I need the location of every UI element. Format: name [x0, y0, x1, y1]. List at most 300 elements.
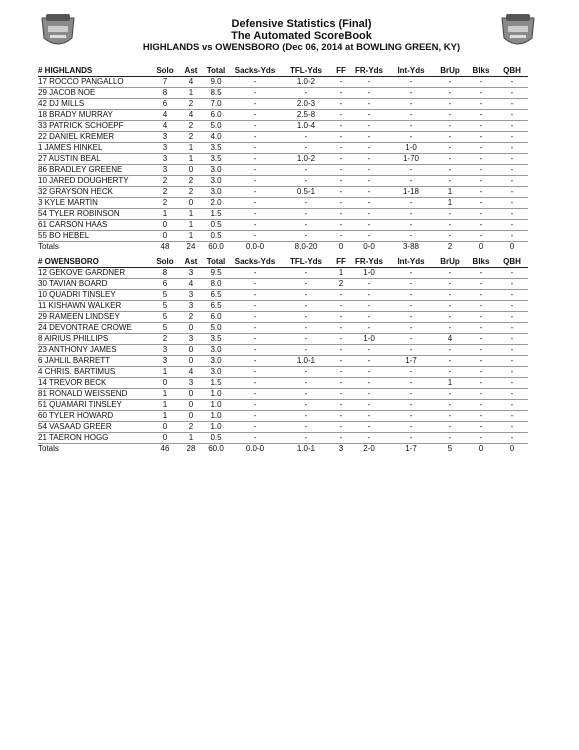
- cell-ast: 0: [180, 323, 202, 334]
- cell-ff: -: [332, 378, 350, 389]
- cell-ff: -: [332, 400, 350, 411]
- table-row: [38, 334, 528, 345]
- cell-ff: 1: [332, 268, 350, 279]
- cell-qbh: 0: [496, 444, 528, 455]
- cell-qbh: -: [496, 198, 528, 209]
- cell-brup: -: [434, 143, 466, 154]
- cell-brup: 1: [434, 198, 466, 209]
- cell-ff: -: [332, 290, 350, 301]
- cell-brup: -: [434, 121, 466, 132]
- cell-blks: -: [466, 99, 496, 110]
- column-header-ff: FF: [332, 66, 350, 77]
- cell-tfl-yds: -: [280, 389, 332, 400]
- cell-player-name: 3 KYLE MARTIN: [38, 198, 150, 209]
- cell-tfl-yds: -: [280, 323, 332, 334]
- cell-player-name: 8 AIRIUS PHILLIPS: [38, 334, 150, 345]
- cell-sacks-yds: 0.0-0: [230, 242, 280, 253]
- cell-ff: -: [332, 110, 350, 121]
- cell-ff: -: [332, 301, 350, 312]
- cell-ff: -: [332, 176, 350, 187]
- cell-tfl-yds: -: [280, 268, 332, 279]
- cell-solo: 3: [150, 165, 180, 176]
- cell-brup: -: [434, 154, 466, 165]
- cell-tfl-yds: 1.0-2: [280, 154, 332, 165]
- cell-brup: -: [434, 132, 466, 143]
- cell-fr-yds: -: [350, 356, 388, 367]
- stats-table-owensboro: [38, 257, 528, 454]
- cell-sacks-yds: 0.0-0: [230, 444, 280, 455]
- cell-int-yds: -: [388, 323, 434, 334]
- cell-sacks-yds: -: [230, 220, 280, 231]
- cell-sacks-yds: -: [230, 77, 280, 88]
- cell-player-name: 10 QUADRI TINSLEY: [38, 290, 150, 301]
- cell-blks: -: [466, 378, 496, 389]
- table-row: [38, 209, 528, 220]
- cell-qbh: -: [496, 88, 528, 99]
- cell-int-yds: -: [388, 198, 434, 209]
- cell-solo: 3: [150, 132, 180, 143]
- cell-fr-yds: -: [350, 110, 388, 121]
- table-row: [38, 301, 528, 312]
- cell-player-name: 21 TAERON HOGG: [38, 433, 150, 444]
- cell-solo: 3: [150, 345, 180, 356]
- cell-ff: 0: [332, 242, 350, 253]
- totals-row: [38, 242, 528, 253]
- cell-solo: 2: [150, 187, 180, 198]
- cell-total: 1.0: [202, 411, 230, 422]
- cell-player-name: Totals: [38, 242, 150, 253]
- cell-blks: -: [466, 154, 496, 165]
- cell-brup: -: [434, 422, 466, 433]
- cell-blks: -: [466, 334, 496, 345]
- cell-brup: -: [434, 290, 466, 301]
- cell-sacks-yds: -: [230, 99, 280, 110]
- cell-sacks-yds: -: [230, 356, 280, 367]
- cell-player-name: 86 BRADLEY GREENE: [38, 165, 150, 176]
- cell-blks: -: [466, 367, 496, 378]
- column-header-blks: Blks: [466, 257, 496, 268]
- column-header-qbh: QBH: [496, 257, 528, 268]
- cell-player-name: 61 CARSON HAAS: [38, 220, 150, 231]
- cell-blks: -: [466, 345, 496, 356]
- cell-total: 3.0: [202, 165, 230, 176]
- table-row: [38, 400, 528, 411]
- column-header-tfl-yds: TFL-Yds: [280, 66, 332, 77]
- cell-player-name: 6 JAHLIL BARRETT: [38, 356, 150, 367]
- cell-total: 1.0: [202, 389, 230, 400]
- cell-player-name: 29 RAMEEN LINDSEY: [38, 312, 150, 323]
- cell-sacks-yds: -: [230, 132, 280, 143]
- cell-tfl-yds: 1.0-1: [280, 444, 332, 455]
- cell-ast: 1: [180, 220, 202, 231]
- table-row: [38, 367, 528, 378]
- cell-int-yds: -: [388, 132, 434, 143]
- cell-solo: 46: [150, 444, 180, 455]
- cell-brup: 2: [434, 242, 466, 253]
- cell-qbh: -: [496, 345, 528, 356]
- column-header-blks: Blks: [466, 66, 496, 77]
- cell-player-name: 54 TYLER ROBINSON: [38, 209, 150, 220]
- cell-brup: -: [434, 165, 466, 176]
- cell-sacks-yds: -: [230, 411, 280, 422]
- cell-qbh: 0: [496, 242, 528, 253]
- cell-ast: 3: [180, 290, 202, 301]
- cell-solo: 1: [150, 400, 180, 411]
- cell-total: 0.5: [202, 220, 230, 231]
- cell-ast: 2: [180, 422, 202, 433]
- cell-blks: -: [466, 290, 496, 301]
- cell-int-yds: 3-88: [388, 242, 434, 253]
- cell-blks: -: [466, 389, 496, 400]
- cell-qbh: -: [496, 143, 528, 154]
- cell-ast: 0: [180, 400, 202, 411]
- totals-row: [38, 444, 528, 455]
- cell-blks: -: [466, 220, 496, 231]
- cell-ast: 2: [180, 121, 202, 132]
- cell-brup: -: [434, 411, 466, 422]
- cell-total: 9.0: [202, 77, 230, 88]
- cell-total: 5.0: [202, 121, 230, 132]
- cell-tfl-yds: -: [280, 345, 332, 356]
- report-title: Defensive Statistics (Final): [231, 18, 372, 30]
- cell-ast: 3: [180, 268, 202, 279]
- cell-player-name: 60 TYLER HOWARD: [38, 411, 150, 422]
- cell-ff: 3: [332, 444, 350, 455]
- cell-player-name: 1 JAMES HINKEL: [38, 143, 150, 154]
- cell-blks: -: [466, 88, 496, 99]
- cell-player-name: 11 KISHAWN WALKER: [38, 301, 150, 312]
- cell-int-yds: -: [388, 334, 434, 345]
- cell-ff: -: [332, 88, 350, 99]
- table-row: [38, 220, 528, 231]
- cell-solo: 1: [150, 209, 180, 220]
- column-header-brup: BrUp: [434, 66, 466, 77]
- cell-brup: -: [434, 99, 466, 110]
- cell-tfl-yds: -: [280, 422, 332, 433]
- cell-brup: -: [434, 268, 466, 279]
- cell-tfl-yds: 2.5-8: [280, 110, 332, 121]
- column-header-total: Total: [202, 66, 230, 77]
- cell-brup: 4: [434, 334, 466, 345]
- cell-player-name: 54 VASAAD GREER: [38, 422, 150, 433]
- cell-sacks-yds: -: [230, 268, 280, 279]
- cell-int-yds: -: [388, 301, 434, 312]
- cell-fr-yds: 1-0: [350, 268, 388, 279]
- cell-total: 1.0: [202, 400, 230, 411]
- table-row: [38, 422, 528, 433]
- cell-int-yds: -: [388, 176, 434, 187]
- cell-brup: -: [434, 110, 466, 121]
- cell-blks: -: [466, 165, 496, 176]
- cell-blks: -: [466, 279, 496, 290]
- cell-int-yds: 1-0: [388, 143, 434, 154]
- cell-qbh: -: [496, 268, 528, 279]
- cell-total: 6.0: [202, 110, 230, 121]
- cell-total: 6.0: [202, 312, 230, 323]
- cell-fr-yds: -: [350, 422, 388, 433]
- cell-ff: -: [332, 231, 350, 242]
- cell-player-name: 55 BO HEBEL: [38, 231, 150, 242]
- cell-solo: 4: [150, 110, 180, 121]
- cell-qbh: -: [496, 121, 528, 132]
- table-row: [38, 290, 528, 301]
- cell-player-name: 12 GEKOVE GARDNER: [38, 268, 150, 279]
- cell-sacks-yds: -: [230, 400, 280, 411]
- cell-qbh: -: [496, 99, 528, 110]
- cell-qbh: -: [496, 422, 528, 433]
- cell-solo: 0: [150, 433, 180, 444]
- cell-blks: -: [466, 121, 496, 132]
- cell-sacks-yds: -: [230, 301, 280, 312]
- cell-ast: 0: [180, 198, 202, 209]
- cell-ff: -: [332, 198, 350, 209]
- cell-ast: 0: [180, 165, 202, 176]
- cell-qbh: -: [496, 312, 528, 323]
- cell-solo: 0: [150, 220, 180, 231]
- cell-ff: -: [332, 121, 350, 132]
- cell-ff: -: [332, 132, 350, 143]
- cell-player-name: 24 DEVONTRAE CROWE: [38, 323, 150, 334]
- cell-tfl-yds: -: [280, 400, 332, 411]
- cell-brup: 5: [434, 444, 466, 455]
- cell-blks: 0: [466, 444, 496, 455]
- stats-table-highlands: [38, 66, 528, 252]
- column-header-brup: BrUp: [434, 257, 466, 268]
- cell-fr-yds: 0-0: [350, 242, 388, 253]
- cell-brup: -: [434, 356, 466, 367]
- cell-ast: 1: [180, 88, 202, 99]
- cell-fr-yds: -: [350, 187, 388, 198]
- cell-total: 7.0: [202, 99, 230, 110]
- cell-qbh: -: [496, 132, 528, 143]
- cell-total: 8.0: [202, 279, 230, 290]
- cell-solo: 48: [150, 242, 180, 253]
- report-subtitle: The Automated ScoreBook: [231, 30, 372, 42]
- column-header-solo: Solo: [150, 257, 180, 268]
- cell-fr-yds: -: [350, 165, 388, 176]
- cell-player-name: Totals: [38, 444, 150, 455]
- cell-ast: 1: [180, 143, 202, 154]
- cell-total: 3.0: [202, 367, 230, 378]
- cell-ast: 2: [180, 132, 202, 143]
- cell-blks: -: [466, 187, 496, 198]
- cell-ff: -: [332, 220, 350, 231]
- cell-ff: -: [332, 312, 350, 323]
- cell-ff: -: [332, 77, 350, 88]
- cell-qbh: -: [496, 220, 528, 231]
- cell-player-name: 81 RONALD WEISSEND: [38, 389, 150, 400]
- cell-solo: 6: [150, 99, 180, 110]
- cell-ast: 1: [180, 209, 202, 220]
- cell-ast: 0: [180, 411, 202, 422]
- cell-ast: 2: [180, 312, 202, 323]
- cell-sacks-yds: -: [230, 422, 280, 433]
- cell-player-name: 32 GRAYSON HECK: [38, 187, 150, 198]
- cell-total: 9.5: [202, 268, 230, 279]
- cell-tfl-yds: 1.0-2: [280, 77, 332, 88]
- cell-player-name: 22 DANIEL KREMER: [38, 132, 150, 143]
- cell-fr-yds: -: [350, 143, 388, 154]
- cell-fr-yds: -: [350, 77, 388, 88]
- cell-tfl-yds: -: [280, 411, 332, 422]
- column-header-ast: Ast: [180, 66, 202, 77]
- cell-solo: 2: [150, 198, 180, 209]
- table-row: [38, 231, 528, 242]
- cell-sacks-yds: -: [230, 323, 280, 334]
- cell-ast: 0: [180, 389, 202, 400]
- column-header-fr-yds: FR-Yds: [350, 66, 388, 77]
- cell-tfl-yds: -: [280, 378, 332, 389]
- cell-total: 1.5: [202, 209, 230, 220]
- cell-brup: -: [434, 279, 466, 290]
- cell-int-yds: -: [388, 279, 434, 290]
- cell-ast: 2: [180, 187, 202, 198]
- cell-ff: -: [332, 345, 350, 356]
- cell-blks: -: [466, 132, 496, 143]
- cell-int-yds: -: [388, 422, 434, 433]
- cell-ast: 24: [180, 242, 202, 253]
- column-header-int-yds: Int-Yds: [388, 257, 434, 268]
- table-header-row: [38, 66, 528, 77]
- cell-blks: -: [466, 312, 496, 323]
- cell-int-yds: -: [388, 367, 434, 378]
- cell-tfl-yds: -: [280, 290, 332, 301]
- cell-player-name: 18 BRADY MURRAY: [38, 110, 150, 121]
- cell-brup: -: [434, 301, 466, 312]
- cell-solo: 5: [150, 323, 180, 334]
- table-row: [38, 154, 528, 165]
- cell-total: 5.0: [202, 323, 230, 334]
- cell-ast: 3: [180, 301, 202, 312]
- cell-int-yds: -: [388, 290, 434, 301]
- cell-tfl-yds: 0.5-1: [280, 187, 332, 198]
- cell-tfl-yds: -: [280, 433, 332, 444]
- cell-ff: -: [332, 433, 350, 444]
- table-row: [38, 99, 528, 110]
- cell-sacks-yds: -: [230, 345, 280, 356]
- cell-sacks-yds: -: [230, 312, 280, 323]
- cell-total: 3.5: [202, 334, 230, 345]
- column-header-tfl-yds: TFL-Yds: [280, 257, 332, 268]
- cell-solo: 2: [150, 334, 180, 345]
- cell-tfl-yds: 1.0-1: [280, 356, 332, 367]
- cell-fr-yds: -: [350, 400, 388, 411]
- cell-qbh: -: [496, 323, 528, 334]
- column-header-total: Total: [202, 257, 230, 268]
- cell-fr-yds: -: [350, 121, 388, 132]
- table-row: [38, 323, 528, 334]
- cell-sacks-yds: -: [230, 165, 280, 176]
- cell-tfl-yds: -: [280, 301, 332, 312]
- cell-solo: 8: [150, 88, 180, 99]
- table-row: [38, 356, 528, 367]
- cell-ff: -: [332, 165, 350, 176]
- cell-blks: -: [466, 231, 496, 242]
- cell-int-yds: -: [388, 110, 434, 121]
- cell-ff: -: [332, 334, 350, 345]
- cell-solo: 1: [150, 367, 180, 378]
- cell-sacks-yds: -: [230, 279, 280, 290]
- cell-brup: -: [434, 367, 466, 378]
- cell-ff: -: [332, 356, 350, 367]
- cell-qbh: -: [496, 389, 528, 400]
- table-row: [38, 77, 528, 88]
- cell-tfl-yds: -: [280, 165, 332, 176]
- cell-qbh: -: [496, 378, 528, 389]
- cell-brup: -: [434, 433, 466, 444]
- cell-total: 8.5: [202, 88, 230, 99]
- cell-solo: 5: [150, 301, 180, 312]
- cell-tfl-yds: -: [280, 312, 332, 323]
- table-row: [38, 433, 528, 444]
- cell-total: 6.5: [202, 290, 230, 301]
- column-header-sacks-yds: Sacks-Yds: [230, 66, 280, 77]
- cell-ff: -: [332, 367, 350, 378]
- cell-ff: -: [332, 323, 350, 334]
- column-header-qbh: QBH: [496, 66, 528, 77]
- cell-qbh: -: [496, 334, 528, 345]
- cell-ast: 4: [180, 279, 202, 290]
- cell-fr-yds: -: [350, 290, 388, 301]
- cell-qbh: -: [496, 279, 528, 290]
- matchup-line: HIGHLANDS vs OWENSBORO (Dec 06, 2014 at BOWLING GREEN, KY): [142, 42, 461, 53]
- table-row: [38, 143, 528, 154]
- cell-solo: 1: [150, 411, 180, 422]
- cell-qbh: -: [496, 176, 528, 187]
- cell-sacks-yds: -: [230, 176, 280, 187]
- column-header-fr-yds: FR-Yds: [350, 257, 388, 268]
- cell-int-yds: -: [388, 220, 434, 231]
- cell-brup: -: [434, 312, 466, 323]
- cell-sacks-yds: -: [230, 290, 280, 301]
- cell-sacks-yds: -: [230, 121, 280, 132]
- cell-int-yds: 1-7: [388, 444, 434, 455]
- cell-ast: 0: [180, 345, 202, 356]
- cell-player-name: 23 ANTHONY JAMES: [38, 345, 150, 356]
- cell-solo: 5: [150, 290, 180, 301]
- column-header-player-name: # HIGHLANDS: [38, 66, 150, 77]
- cell-blks: -: [466, 176, 496, 187]
- cell-fr-yds: -: [350, 411, 388, 422]
- cell-qbh: -: [496, 165, 528, 176]
- cell-sacks-yds: -: [230, 334, 280, 345]
- cell-blks: -: [466, 411, 496, 422]
- cell-sacks-yds: -: [230, 143, 280, 154]
- cell-player-name: 33 PATRICK SCHOEPF: [38, 121, 150, 132]
- cell-fr-yds: -: [350, 367, 388, 378]
- cell-player-name: 30 TAVIAN BOARD: [38, 279, 150, 290]
- cell-total: 4.0: [202, 132, 230, 143]
- cell-fr-yds: 1-0: [350, 334, 388, 345]
- cell-blks: -: [466, 433, 496, 444]
- column-header-player-name: # OWENSBORO: [38, 257, 150, 268]
- cell-blks: -: [466, 400, 496, 411]
- cell-qbh: -: [496, 411, 528, 422]
- cell-total: 2.0: [202, 198, 230, 209]
- cell-fr-yds: -: [350, 389, 388, 400]
- cell-brup: 1: [434, 378, 466, 389]
- cell-solo: 3: [150, 143, 180, 154]
- cell-brup: -: [434, 176, 466, 187]
- column-header-sacks-yds: Sacks-Yds: [230, 257, 280, 268]
- cell-total: 3.5: [202, 143, 230, 154]
- cell-solo: 2: [150, 176, 180, 187]
- cell-solo: 1: [150, 389, 180, 400]
- cell-tfl-yds: -: [280, 88, 332, 99]
- cell-fr-yds: -: [350, 132, 388, 143]
- cell-brup: -: [434, 77, 466, 88]
- cell-solo: 8: [150, 268, 180, 279]
